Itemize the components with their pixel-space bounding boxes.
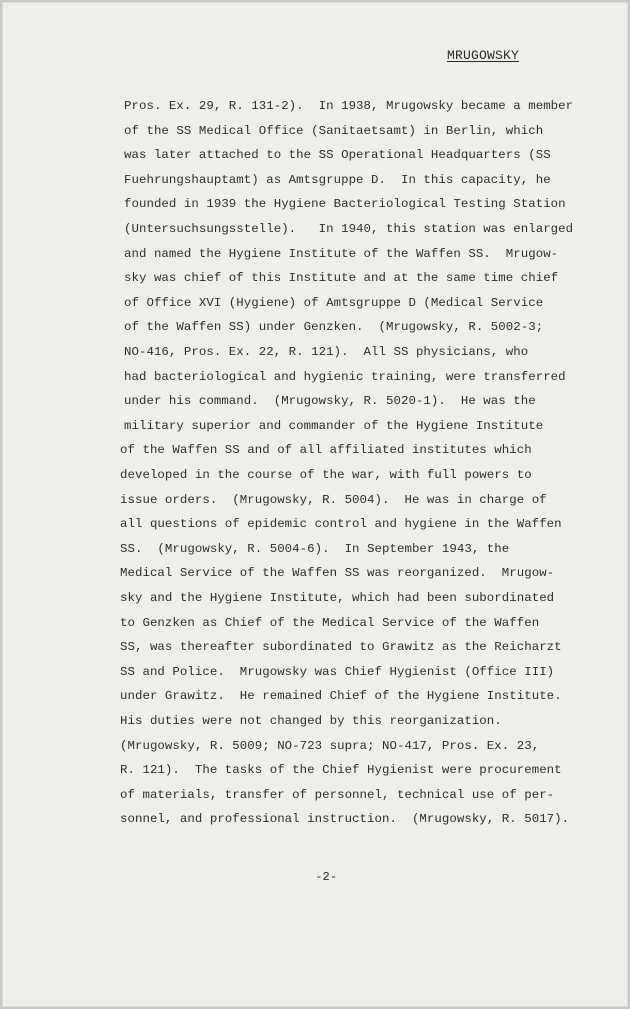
text-line: SS, was thereafter subordinated to Grawitz as the Reicharzt: [120, 640, 562, 655]
text-line: sonnel, and professional instruction. (Mrugowsky, R. 5017).: [120, 812, 570, 827]
text-line: of materials, transfer of personnel, technical use of per-: [120, 787, 555, 802]
text-line: of the Waffen SS) under Genzken. (Mrugowsky, R. 5002-3;: [124, 320, 544, 335]
text-line: was later attached to the SS Operational Headquarters (SS: [124, 148, 551, 163]
text-line: SS and Police. Mrugowsky was Chief Hygienist (Office III): [120, 664, 555, 679]
text-line: Fuehrungshauptamt) as Amtsgruppe D. In this capacity, he: [124, 172, 551, 187]
text-line: (Untersuchsungsstelle). In 1940, this station was enlarged: [124, 222, 574, 236]
text-line: Medical Service of the Waffen SS was reorganized. Mrugow-: [120, 566, 555, 581]
document-page: [2, 2, 628, 1007]
text-line: NO-416, Pros. Ex. 22, R. 121). All SS physicians, who: [124, 345, 529, 359]
text-line: developed in the course of the war, with full powers to: [120, 468, 532, 482]
text-line: to Genzken as Chief of the Medical Service of the Waffen: [120, 615, 540, 630]
text-line: of the SS Medical Office (Sanitaetsamt) in Berlin, which: [124, 123, 544, 138]
text-line: founded in 1939 the Hygiene Bacteriological Testing Station: [124, 197, 566, 212]
text-line: of the Waffen SS and of all affiliated institutes which: [120, 443, 532, 458]
text-line: of Office XVI (Hygiene) of Amtsgruppe D (Medical Service: [124, 295, 544, 310]
text-line: sky and the Hygiene Institute, which had been subordinated: [120, 591, 555, 605]
text-line: sky was chief of this Institute and at the same time chief: [124, 271, 559, 286]
text-line: under his command. (Mrugowsky, R. 5020-1). He was the: [124, 394, 536, 409]
text-line: Pros. Ex. 29, R. 131-2). In 1938, Mrugowsky became a member: [124, 99, 574, 113]
text-line: SS. (Mrugowsky, R. 5004-6). In September 1943, the: [120, 541, 510, 556]
text-line: under Grawitz. He remained Chief of the Hygiene Institute.: [120, 689, 562, 704]
page-header: MRUGOWSKY: [447, 48, 520, 63]
text-line: His duties were not changed by this reorganization.: [120, 714, 502, 728]
text-line: and named the Hygiene Institute of the Waffen SS. Mrugow-: [124, 246, 559, 261]
text-line: issue orders. (Mrugowsky, R. 5004). He was in charge of: [120, 492, 547, 507]
text-line: all questions of epidemic control and hygiene in the Waffen: [120, 517, 562, 532]
page-number: -2-: [315, 870, 338, 884]
text-line: (Mrugowsky, R. 5009; NO-723 supra; NO-417, Pros. Ex. 23,: [120, 738, 540, 753]
text-line: had bacteriological and hygienic training, were transferred: [124, 369, 566, 384]
body-text: [2, 96, 628, 827]
text-line: military superior and commander of the Hygiene Institute: [124, 418, 544, 433]
text-line: R. 121). The tasks of the Chief Hygienist were procurement: [120, 763, 562, 778]
